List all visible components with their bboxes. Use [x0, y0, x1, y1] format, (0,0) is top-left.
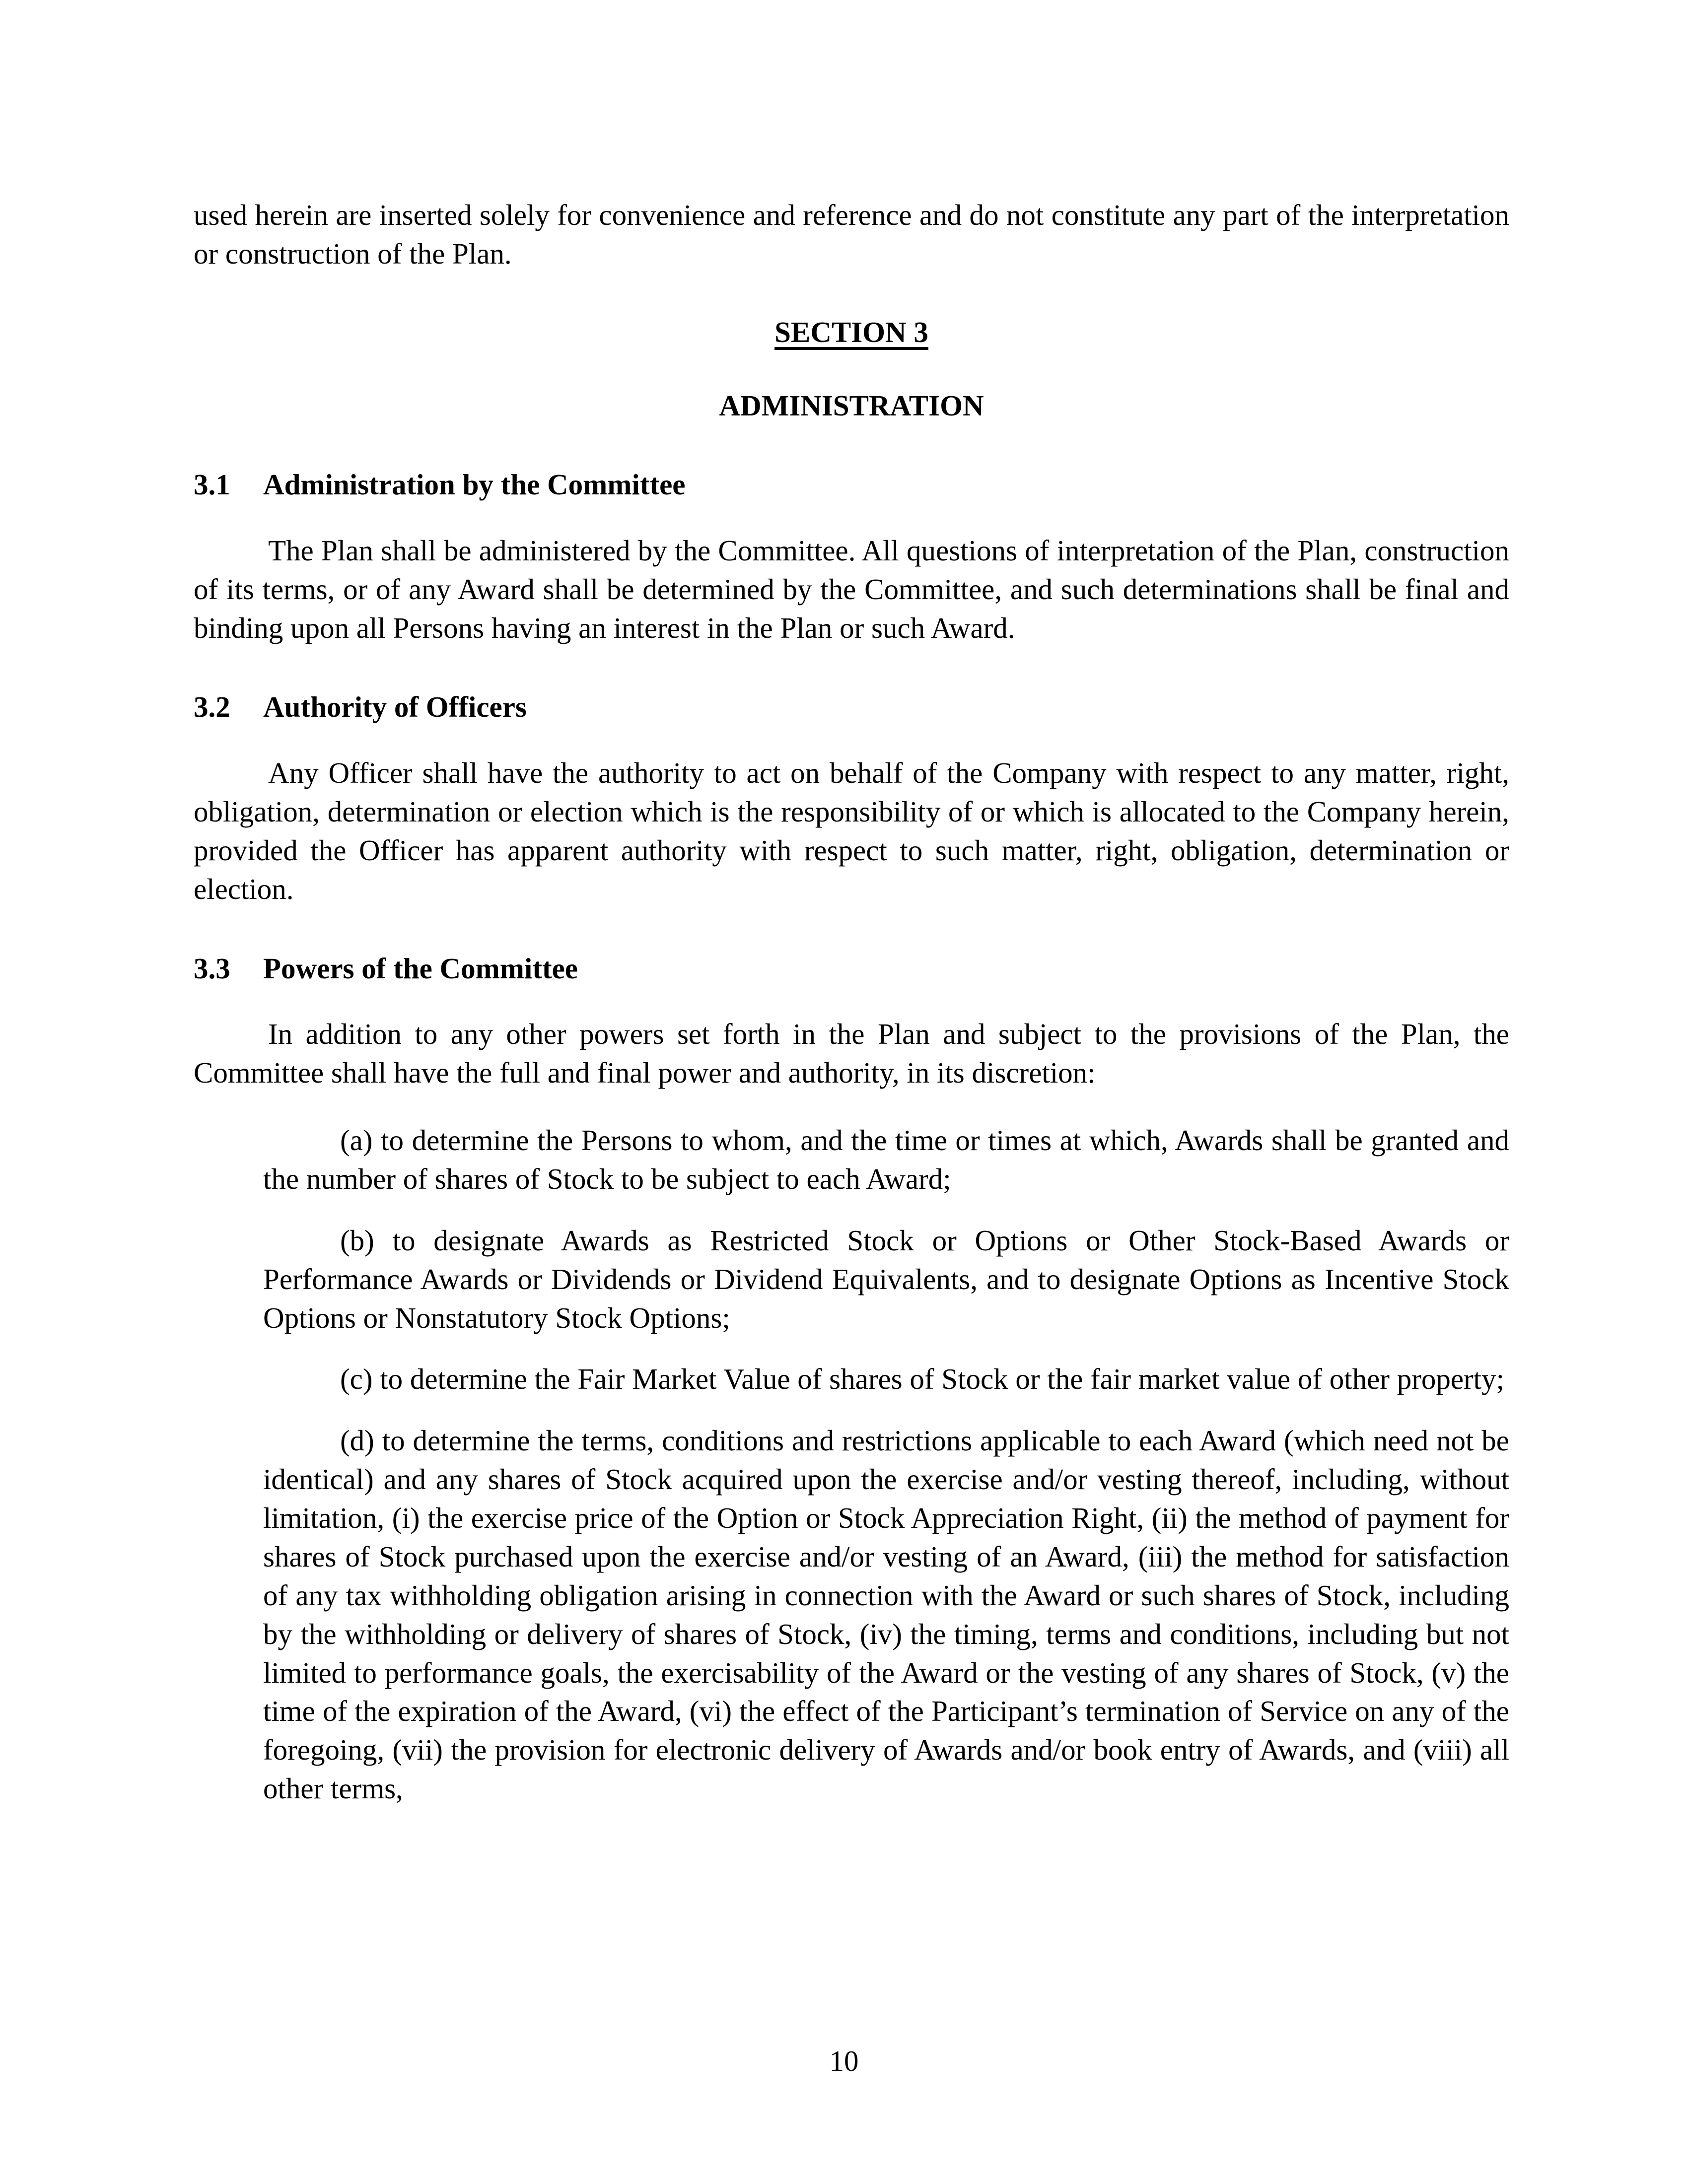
subsection-title: Authority of Officers [263, 690, 527, 724]
subsection-heading-3-2 [194, 688, 1509, 726]
subsection-number: 3.2 [194, 690, 230, 724]
page-number: 10 [829, 2045, 859, 2077]
subsection-body-3-1: The Plan shall be administered by the Committee. All questions of interpretation of the Plan, construction of its terms, or of any Award shall be determined by the Committee, and such determinations shall be final and binding upon all Persons having an interest in the Plan or such Award. [194, 534, 1509, 644]
subsection-number: 3.3 [194, 952, 230, 985]
subsection-title: Powers of the Committee [263, 952, 578, 985]
section-subtitle: ADMINISTRATION [719, 389, 984, 422]
page-content [194, 196, 1509, 1808]
lettered-item-c: (c) to determine the Fair Market Value of shares of Stock or the fair market value of other property; [340, 1363, 1504, 1396]
section-heading-label: SECTION 3 [774, 315, 928, 348]
lettered-item-a: (a) to determine the Persons to whom, and the time or times at which, Awards shall be granted and the number of shares of Stock to be subject to each Award; [263, 1124, 1509, 1195]
continued-paragraph: used herein are inserted solely for convenience and reference and do not constitute any part of the interpretation or construction of the Plan. [194, 199, 1509, 270]
section-heading [194, 313, 1509, 351]
subsection-title: Administration by the Committee [263, 468, 686, 501]
subsection-heading-3-1 [194, 466, 1509, 504]
subsection-body-3-3: In addition to any other powers set forth in the Plan and subject to the provisions of the Plan, the Committee shall have the full and final power and authority, in its discretion: [194, 1018, 1509, 1090]
lettered-item-b: (b) to designate Awards as Restricted Stock or Options or Other Stock-Based Awards or Performance Awards or Dividends or Dividend Equivalents, and to designate Options as Incentive Stock Options or Nonstatutory Stock Options; [263, 1224, 1509, 1334]
lettered-item-d: (d) to determine the terms, conditions and restrictions applicable to each Award (which need not be identical) and any shares of Stock acquired upon the exercise and/or vesting thereof, including, without limitation, (i) the exercise price of the Option or Stock Appreciation Right, (ii) the method of payment for shares of Stock purchased upon the exercise and/or vesting of an Award, (iii) the method for satisfaction of any tax withholding obligation arising in connection with the Award or such shares of Stock, including by the withholding or delivery of shares of Stock, (iv) the timing, terms and conditions, including but not limited to performance goals, the exercisability of the Award or the vesting of any shares of Stock, (v) the time of the expiration of the Award, (vi) the effect of the Participant’s termination of Service on any of the foregoing, (vii) the provision for electronic delivery of Awards and/or book entry of Awards, and (viii) all other terms, [263, 1424, 1509, 1805]
subsection-body-3-2: Any Officer shall have the authority to act on behalf of the Company with respect to any matter, right, obligation, determination or election which is the responsibility of or which is allocated to the Company herein, provided the Officer has apparent authority with respect to such matter, right, obligation, determination or election. [194, 756, 1509, 905]
subsection-heading-3-3 [194, 950, 1509, 988]
subsection-number: 3.1 [194, 468, 230, 501]
